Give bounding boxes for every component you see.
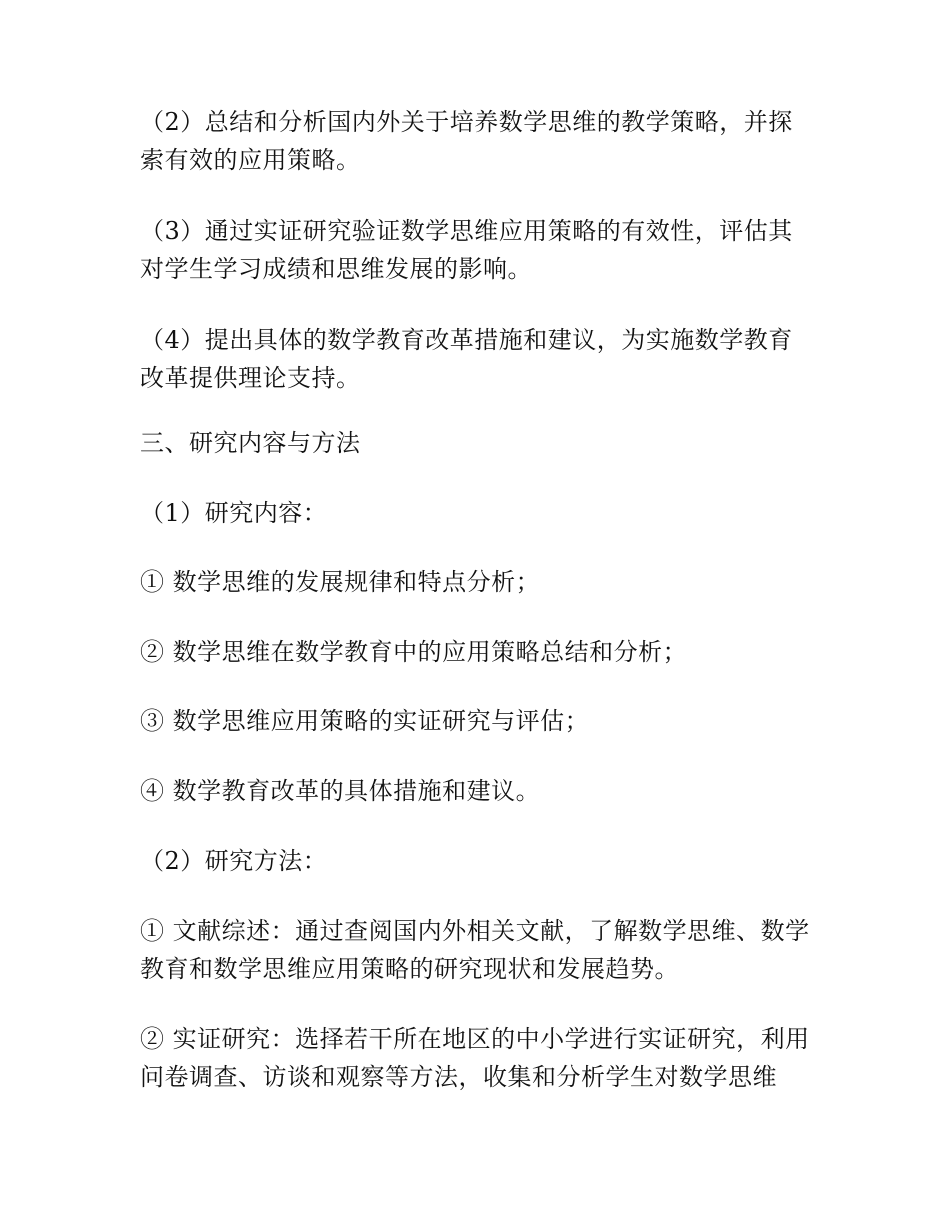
list-item-content-3: ③ 数学思维应用策略的实证研究与评估； xyxy=(140,707,590,735)
paragraph-objective-4: （4）提出具体的数学教育改革措施和建议，为实施数学教育改革提供理论支持。 xyxy=(140,326,793,392)
section-heading-research-content-methods: 三、研究内容与方法 xyxy=(140,429,361,457)
list-item-content-1: ① 数学思维的发展规律和特点分析； xyxy=(140,568,541,596)
subheading-research-methods: （2）研究方法： xyxy=(140,847,328,875)
list-item-method-2: ② 实证研究：选择若干所在地区的中小学进行实证研究，利用问卷调查、访谈和观察等方法，收集和分析学生对数学思维 xyxy=(140,1025,810,1091)
subheading-research-content: （1）研究内容： xyxy=(140,499,328,527)
list-item-content-4: ④ 数学教育改革的具体措施和建议。 xyxy=(140,777,541,805)
list-item-method-1: ① 文献综述：通过查阅国内外相关文献，了解数学思维、数学教育和数学思维应用策略的研究现状和发展趋势。 xyxy=(140,917,810,983)
paragraph-objective-2: （2）总结和分析国内外关于培养数学思维的教学策略，并探索有效的应用策略。 xyxy=(140,108,793,174)
list-item-content-2: ② 数学思维在数学教育中的应用策略总结和分析； xyxy=(140,638,688,666)
paragraph-objective-3: （3）通过实证研究验证数学思维应用策略的有效性，评估其对学生学习成绩和思维发展的影响。 xyxy=(140,217,793,283)
